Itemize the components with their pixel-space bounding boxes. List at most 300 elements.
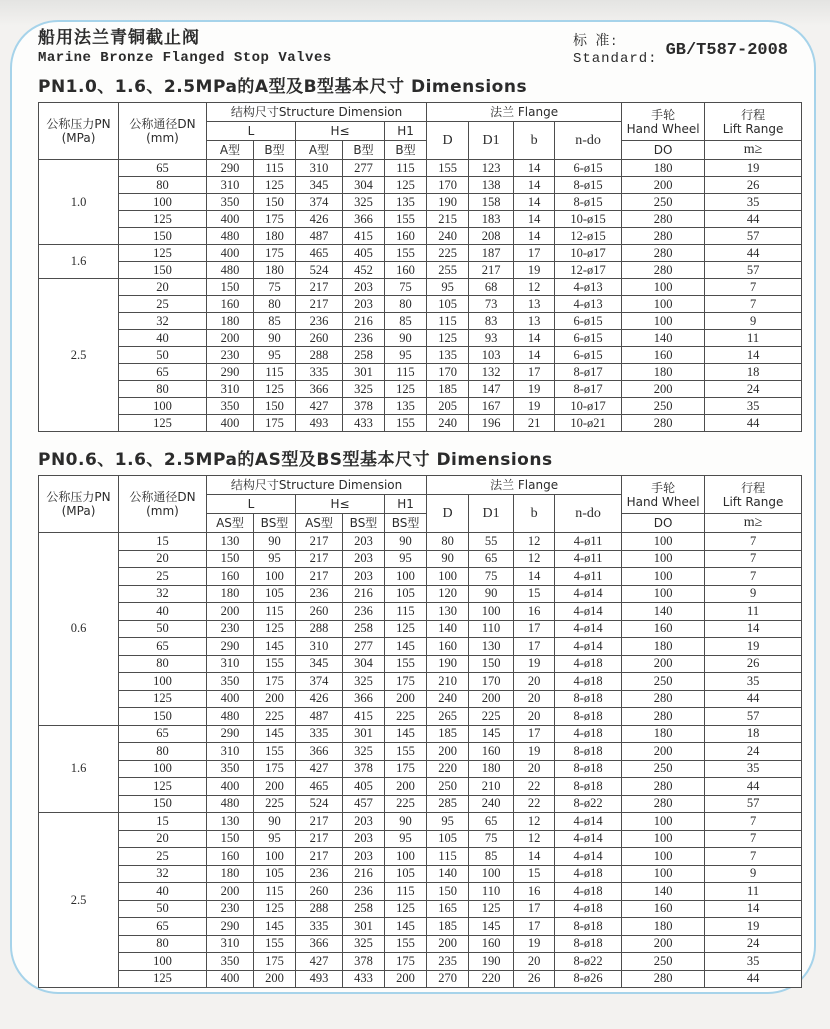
data-cell: 285: [427, 795, 469, 813]
data-cell: 277: [343, 638, 385, 656]
data-cell: 280: [622, 795, 705, 813]
data-cell: 125: [385, 177, 427, 194]
title-block: [38, 28, 332, 68]
data-cell: 145: [254, 638, 296, 656]
data-cell: 150: [119, 228, 207, 245]
data-cell: 203: [343, 568, 385, 586]
data-cell: 230: [207, 900, 254, 918]
data-cell: 258: [343, 347, 385, 364]
data-cell: 345: [296, 177, 343, 194]
table-row: [39, 296, 802, 313]
document-page: [10, 20, 816, 994]
data-cell: 95: [385, 347, 427, 364]
table-row: [39, 673, 802, 691]
data-cell: 57: [705, 795, 802, 813]
data-cell: 150: [207, 550, 254, 568]
data-cell: 100: [469, 865, 514, 883]
data-cell: 180: [207, 585, 254, 603]
data-cell: 175: [254, 211, 296, 228]
data-cell: 22: [514, 795, 555, 813]
data-cell: 44: [705, 778, 802, 796]
data-cell: 12: [514, 533, 555, 551]
data-cell: 185: [427, 381, 469, 398]
data-cell: 68: [469, 279, 514, 296]
standard-block: [573, 32, 788, 68]
data-cell: 8-ø18: [555, 743, 622, 761]
table-row: [39, 655, 802, 673]
data-cell: 236: [296, 865, 343, 883]
data-cell: 225: [385, 708, 427, 726]
data-cell: 465: [296, 778, 343, 796]
pressure-group-label: 1.6: [39, 725, 119, 813]
data-cell: 203: [343, 848, 385, 866]
data-cell: 100: [622, 313, 705, 330]
data-cell: 350: [207, 673, 254, 691]
data-cell: 115: [385, 603, 427, 621]
data-cell: 4-ø14: [555, 848, 622, 866]
data-cell: 21: [514, 415, 555, 432]
data-cell: 90: [385, 330, 427, 347]
table1-body: [39, 160, 802, 432]
col-header-m: m≥: [705, 514, 802, 533]
data-cell: 170: [427, 364, 469, 381]
data-cell: 65: [119, 638, 207, 656]
data-cell: 125: [254, 620, 296, 638]
data-cell: 216: [343, 585, 385, 603]
data-cell: 190: [427, 655, 469, 673]
table1-header: [39, 103, 802, 160]
data-cell: 75: [385, 279, 427, 296]
data-cell: 26: [705, 655, 802, 673]
data-cell: 95: [427, 813, 469, 831]
data-cell: 325: [343, 743, 385, 761]
table-row: [39, 533, 802, 551]
data-cell: 190: [427, 194, 469, 211]
data-cell: 4-ø14: [555, 638, 622, 656]
data-cell: 140: [622, 883, 705, 901]
col-header-H-typeA: A型: [296, 141, 343, 160]
data-cell: 15: [119, 813, 207, 831]
data-cell: 120: [427, 585, 469, 603]
data-cell: 15: [119, 533, 207, 551]
data-cell: 14: [514, 330, 555, 347]
data-cell: 35: [705, 953, 802, 971]
col-header-b: b: [514, 495, 555, 533]
data-cell: 310: [207, 935, 254, 953]
data-cell: 57: [705, 228, 802, 245]
data-cell: 160: [622, 347, 705, 364]
data-cell: 145: [385, 918, 427, 936]
data-cell: 277: [343, 160, 385, 177]
data-cell: 125: [119, 211, 207, 228]
data-cell: 374: [296, 194, 343, 211]
data-cell: 14: [705, 620, 802, 638]
data-cell: 200: [622, 177, 705, 194]
data-cell: 19: [514, 381, 555, 398]
data-cell: 366: [296, 935, 343, 953]
data-cell: 150: [207, 830, 254, 848]
data-cell: 125: [254, 900, 296, 918]
data-cell: 14: [705, 900, 802, 918]
data-cell: 160: [622, 900, 705, 918]
data-cell: 200: [622, 743, 705, 761]
data-cell: 145: [469, 725, 514, 743]
data-cell: 10-ø17: [555, 245, 622, 262]
data-cell: 217: [296, 296, 343, 313]
data-cell: 135: [427, 347, 469, 364]
data-cell: 103: [469, 347, 514, 364]
table-row: [39, 813, 802, 831]
data-cell: 240: [427, 415, 469, 432]
data-cell: 140: [622, 330, 705, 347]
table-row: [39, 848, 802, 866]
data-cell: 200: [254, 690, 296, 708]
data-cell: 155: [427, 160, 469, 177]
data-cell: 236: [296, 313, 343, 330]
data-cell: 100: [119, 673, 207, 691]
data-cell: 125: [385, 620, 427, 638]
data-cell: 25: [119, 568, 207, 586]
data-cell: 217: [296, 568, 343, 586]
data-cell: 8-ø18: [555, 760, 622, 778]
table-row: [39, 415, 802, 432]
data-cell: 9: [705, 313, 802, 330]
table-row: [39, 330, 802, 347]
data-cell: 135: [385, 194, 427, 211]
data-cell: 7: [705, 568, 802, 586]
data-cell: 4-ø11: [555, 550, 622, 568]
data-cell: 160: [207, 848, 254, 866]
data-cell: 13: [514, 296, 555, 313]
table-row: [39, 568, 802, 586]
data-cell: 487: [296, 708, 343, 726]
data-cell: 4-ø18: [555, 673, 622, 691]
data-cell: 288: [296, 347, 343, 364]
data-cell: 19: [705, 918, 802, 936]
col-header-H1: H1: [385, 122, 427, 141]
data-cell: 100: [119, 953, 207, 971]
table-row: [39, 743, 802, 761]
data-cell: 73: [469, 296, 514, 313]
data-cell: 17: [514, 364, 555, 381]
data-cell: 155: [254, 655, 296, 673]
data-cell: 100: [622, 585, 705, 603]
data-cell: 216: [343, 865, 385, 883]
data-cell: 80: [119, 177, 207, 194]
data-cell: 100: [385, 848, 427, 866]
data-cell: 310: [207, 177, 254, 194]
data-cell: 115: [254, 883, 296, 901]
data-cell: 350: [207, 953, 254, 971]
data-cell: 160: [207, 568, 254, 586]
col-header-flange: 法兰 Flange: [427, 476, 622, 495]
data-cell: 366: [343, 211, 385, 228]
data-cell: 155: [385, 743, 427, 761]
data-cell: 17: [514, 725, 555, 743]
col-header-L-typeAS: AS型: [207, 514, 254, 533]
data-cell: 310: [296, 160, 343, 177]
data-cell: 14: [514, 211, 555, 228]
pressure-group-label: 0.6: [39, 533, 119, 726]
data-cell: 310: [207, 381, 254, 398]
data-cell: 15: [514, 865, 555, 883]
data-cell: 216: [343, 313, 385, 330]
table-row: [39, 953, 802, 971]
data-cell: 175: [254, 673, 296, 691]
standard-label-zh: 标 准:: [572, 33, 619, 49]
data-cell: 236: [343, 330, 385, 347]
data-cell: 280: [622, 211, 705, 228]
data-cell: 185: [427, 725, 469, 743]
data-cell: 452: [343, 262, 385, 279]
data-cell: 175: [254, 953, 296, 971]
data-cell: 236: [296, 585, 343, 603]
data-cell: 90: [254, 330, 296, 347]
data-cell: 19: [514, 262, 555, 279]
data-cell: 270: [427, 970, 469, 988]
col-header-L: L: [207, 495, 296, 514]
data-cell: 200: [254, 970, 296, 988]
data-cell: 225: [254, 708, 296, 726]
dimensions-table-type-asbs: [38, 475, 802, 988]
data-cell: 200: [207, 330, 254, 347]
data-cell: 250: [427, 778, 469, 796]
table-row: [39, 194, 802, 211]
data-cell: 90: [427, 550, 469, 568]
data-cell: 14: [514, 194, 555, 211]
data-cell: 8-ø26: [555, 970, 622, 988]
data-cell: 217: [296, 550, 343, 568]
data-cell: 14: [514, 160, 555, 177]
data-cell: 12: [514, 813, 555, 831]
table-row: [39, 603, 802, 621]
data-cell: 203: [343, 533, 385, 551]
data-cell: 280: [622, 245, 705, 262]
data-cell: 480: [207, 262, 254, 279]
table2-caption: PN0.6、1.6、2.5MPa的AS型及BS型基本尺寸 Dimensions: [38, 450, 553, 470]
data-cell: 155: [385, 211, 427, 228]
table-row: [39, 245, 802, 262]
data-cell: 366: [296, 743, 343, 761]
data-cell: 236: [343, 603, 385, 621]
data-cell: 290: [207, 918, 254, 936]
data-cell: 400: [207, 415, 254, 432]
data-cell: 125: [385, 381, 427, 398]
data-cell: 105: [385, 865, 427, 883]
col-header-D1: D1: [469, 495, 514, 533]
data-cell: 40: [119, 603, 207, 621]
col-header-L: L: [207, 122, 296, 141]
data-cell: 8-ø18: [555, 918, 622, 936]
data-cell: 11: [705, 330, 802, 347]
col-header-L-typeA: A型: [207, 141, 254, 160]
data-cell: 125: [385, 900, 427, 918]
data-cell: 95: [254, 830, 296, 848]
data-cell: 175: [254, 245, 296, 262]
data-cell: 25: [119, 296, 207, 313]
data-cell: 220: [469, 970, 514, 988]
data-cell: 230: [207, 620, 254, 638]
data-cell: 145: [254, 725, 296, 743]
data-cell: 225: [254, 795, 296, 813]
col-header-H-typeB: B型: [343, 141, 385, 160]
data-cell: 150: [119, 795, 207, 813]
data-cell: 290: [207, 364, 254, 381]
data-cell: 180: [254, 228, 296, 245]
data-cell: 8-ø18: [555, 690, 622, 708]
data-cell: 217: [296, 279, 343, 296]
data-cell: 17: [514, 620, 555, 638]
data-cell: 4-ø18: [555, 725, 622, 743]
data-cell: 12-ø15: [555, 228, 622, 245]
data-cell: 225: [469, 708, 514, 726]
data-cell: 35: [705, 673, 802, 691]
data-cell: 487: [296, 228, 343, 245]
data-cell: 493: [296, 415, 343, 432]
table-row: [39, 381, 802, 398]
data-cell: 19: [514, 935, 555, 953]
data-cell: 7: [705, 533, 802, 551]
data-cell: 9: [705, 865, 802, 883]
data-cell: 160: [385, 228, 427, 245]
data-cell: 200: [385, 970, 427, 988]
table-row: [39, 638, 802, 656]
col-header-H1-typeBS: BS型: [385, 514, 427, 533]
data-cell: 105: [427, 296, 469, 313]
data-cell: 40: [119, 330, 207, 347]
col-header-flange: 法兰 Flange: [427, 103, 622, 122]
data-cell: 6-ø15: [555, 347, 622, 364]
table-row: [39, 883, 802, 901]
data-cell: 175: [385, 760, 427, 778]
data-cell: 110: [469, 620, 514, 638]
data-cell: 100: [427, 568, 469, 586]
pressure-group-label: 1.0: [39, 160, 119, 245]
data-cell: 35: [705, 398, 802, 415]
data-cell: 44: [705, 415, 802, 432]
data-cell: 100: [622, 813, 705, 831]
data-cell: 301: [343, 725, 385, 743]
data-cell: 200: [254, 778, 296, 796]
data-cell: 366: [296, 381, 343, 398]
data-cell: 8-ø18: [555, 935, 622, 953]
data-cell: 10-ø15: [555, 211, 622, 228]
data-cell: 65: [119, 725, 207, 743]
data-cell: 145: [385, 638, 427, 656]
data-cell: 180: [254, 262, 296, 279]
data-cell: 225: [427, 245, 469, 262]
table-row: [39, 918, 802, 936]
data-cell: 20: [514, 708, 555, 726]
data-cell: 100: [622, 848, 705, 866]
data-cell: 260: [296, 603, 343, 621]
data-cell: 288: [296, 900, 343, 918]
data-cell: 200: [622, 381, 705, 398]
data-cell: 465: [296, 245, 343, 262]
col-header-H-typeAS: AS型: [296, 514, 343, 533]
data-cell: 32: [119, 585, 207, 603]
data-cell: 125: [254, 177, 296, 194]
data-cell: 80: [385, 296, 427, 313]
data-cell: 374: [296, 673, 343, 691]
data-cell: 13: [514, 313, 555, 330]
data-cell: 280: [622, 228, 705, 245]
data-cell: 75: [254, 279, 296, 296]
data-cell: 480: [207, 708, 254, 726]
data-cell: 17: [514, 638, 555, 656]
col-header-D: D: [427, 122, 469, 160]
page-title-zh: 船用法兰青铜截止阀: [38, 28, 200, 48]
data-cell: 8-ø17: [555, 381, 622, 398]
data-cell: 65: [469, 550, 514, 568]
table-row: [39, 708, 802, 726]
data-cell: 155: [385, 655, 427, 673]
col-header-L-typeB: B型: [254, 141, 296, 160]
data-cell: 32: [119, 865, 207, 883]
data-cell: 200: [622, 655, 705, 673]
data-cell: 4-ø14: [555, 830, 622, 848]
data-cell: 100: [622, 279, 705, 296]
data-cell: 210: [469, 778, 514, 796]
data-cell: 105: [254, 585, 296, 603]
data-cell: 65: [469, 813, 514, 831]
table2-body: [39, 533, 802, 988]
table-row: [39, 177, 802, 194]
col-header-D0: DO: [622, 141, 705, 160]
data-cell: 250: [622, 194, 705, 211]
data-cell: 115: [385, 364, 427, 381]
document-header: [38, 28, 796, 68]
data-cell: 230: [207, 347, 254, 364]
data-cell: 210: [427, 673, 469, 691]
data-cell: 427: [296, 953, 343, 971]
col-header-D1: D1: [469, 122, 514, 160]
data-cell: 400: [207, 690, 254, 708]
standard-labels: [573, 32, 658, 68]
data-cell: 236: [343, 883, 385, 901]
data-cell: 160: [469, 743, 514, 761]
data-cell: 304: [343, 177, 385, 194]
data-cell: 20: [119, 279, 207, 296]
data-cell: 14: [514, 848, 555, 866]
data-cell: 250: [622, 398, 705, 415]
data-cell: 203: [343, 550, 385, 568]
data-cell: 200: [207, 603, 254, 621]
table-row: [39, 364, 802, 381]
data-cell: 6-ø15: [555, 330, 622, 347]
data-cell: 18: [705, 364, 802, 381]
table-row: [39, 279, 802, 296]
data-cell: 16: [514, 883, 555, 901]
data-cell: 80: [119, 381, 207, 398]
data-cell: 26: [514, 970, 555, 988]
data-cell: 85: [385, 313, 427, 330]
data-cell: 125: [119, 415, 207, 432]
data-cell: 280: [622, 262, 705, 279]
data-cell: 196: [469, 415, 514, 432]
data-cell: 44: [705, 211, 802, 228]
data-cell: 310: [207, 655, 254, 673]
data-cell: 433: [343, 415, 385, 432]
data-cell: 158: [469, 194, 514, 211]
data-cell: 105: [427, 830, 469, 848]
data-cell: 480: [207, 795, 254, 813]
data-cell: 123: [469, 160, 514, 177]
data-cell: 325: [343, 381, 385, 398]
data-cell: 15: [514, 585, 555, 603]
data-cell: 217: [296, 848, 343, 866]
data-cell: 335: [296, 364, 343, 381]
